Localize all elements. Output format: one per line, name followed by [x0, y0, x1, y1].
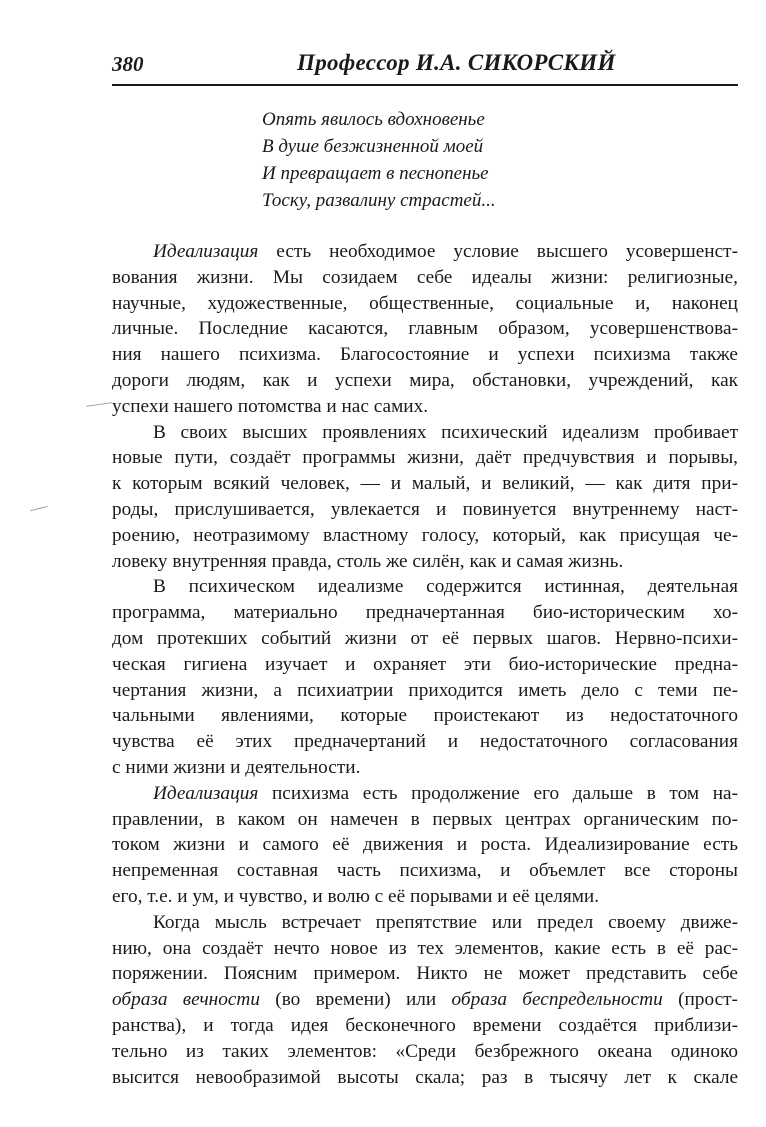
poem-epigraph	[262, 106, 738, 214]
text-segment: правлении, в каком он намечен в первых центрах органическим по-	[112, 808, 738, 830]
text-line	[112, 987, 738, 1013]
text-line	[112, 574, 738, 600]
text-line	[112, 1065, 738, 1091]
text-segment: (прост-	[662, 989, 738, 1011]
text-segment: чертания жизни, а психиатрии приходится иметь дело с теми пе-	[112, 679, 738, 701]
scan-mark	[30, 506, 48, 511]
text-line	[112, 961, 738, 987]
body-text	[112, 239, 738, 1090]
text-line	[112, 781, 738, 807]
running-head: Профессор И.А. СИКОРСКИЙ	[297, 50, 616, 75]
emphasized-text: Идеализация	[153, 782, 259, 804]
scan-mark	[86, 402, 112, 407]
text-segment: его, т.е. и ум, и чувство, и волю с её порывами и её целями.	[112, 885, 600, 907]
text-line	[112, 678, 738, 704]
text-segment: дом протекших событий жизни от её первых шагов. Нервно-психи-	[112, 627, 738, 649]
text-segment: новые пути, создаёт программы жизни, даёт предчувствия и порывы,	[112, 447, 738, 469]
text-line	[112, 523, 738, 549]
text-line	[112, 807, 738, 833]
text-line	[112, 652, 738, 678]
text-line	[112, 600, 738, 626]
text-line	[112, 394, 738, 420]
text-segment: ния нашего психизма. Благосостояние и успехи психизма также	[112, 344, 738, 366]
text-line	[112, 910, 738, 936]
text-segment: непременная составная часть психизма, и объемлет все стороны	[112, 860, 738, 882]
text-segment: чальными явлениями, которые проистекают из недостаточного	[112, 705, 738, 727]
emphasized-text: образа вечности	[112, 989, 260, 1011]
poem-line: В душе безжизненной моей	[262, 136, 484, 157]
text-line	[112, 936, 738, 962]
text-segment: тельно из таких элементов: «Среди безбрежного океана одиноко	[112, 1040, 738, 1062]
text-line	[112, 626, 738, 652]
text-line	[112, 368, 738, 394]
text-segment: дороги людям, как и успехи мира, обстановки, учреждений, как	[112, 369, 738, 391]
text-line	[112, 549, 738, 575]
text-line	[112, 858, 738, 884]
text-segment: поряжении. Поясним примером. Никто не может представить себе	[112, 963, 738, 985]
text-line	[112, 703, 738, 729]
page-header	[112, 44, 738, 86]
text-segment: программа, материально предначертанная био-историческим хо-	[112, 602, 738, 624]
text-segment: (во времени) или	[260, 989, 452, 1011]
text-line	[112, 239, 738, 265]
text-segment: психизма есть продолжение его дальше в том на-	[258, 782, 738, 804]
poem-line: Опять явилось вдохновенье	[262, 109, 485, 130]
text-line	[112, 497, 738, 523]
text-line	[112, 755, 738, 781]
text-segment: вования жизни. Мы созидаем себе идеалы жизни: религиозные,	[112, 266, 738, 288]
book-page	[112, 44, 738, 1090]
page-number: 380	[112, 52, 144, 76]
text-segment: есть необходимое условие высшего усовершенст-	[258, 241, 738, 262]
text-segment: током жизни и самого её движения и роста. Идеализирование есть	[112, 834, 738, 856]
text-line	[112, 445, 738, 471]
text-line	[112, 265, 738, 291]
emphasized-text: образа беспредельности	[451, 989, 663, 1011]
text-line	[112, 729, 738, 755]
text-segment: В своих высших проявлениях психический идеализм пробивает	[153, 421, 738, 443]
text-line	[112, 291, 738, 317]
text-segment: В психическом идеализме содержится истинная, деятельная	[153, 576, 738, 598]
text-line	[112, 1013, 738, 1039]
text-segment: ранства), и тогда идея бесконечного времени создаётся приблизи-	[112, 1014, 738, 1036]
text-segment: научные, художественные, общественные, социальные и, наконец	[112, 292, 738, 314]
text-segment: роению, неотразимому властному голосу, который, как присущая че-	[112, 524, 738, 546]
text-segment: с ними жизни и деятельности.	[112, 756, 361, 778]
text-segment: Когда мысль встречает препятствие или предел своему движе-	[153, 911, 738, 933]
text-line	[112, 832, 738, 858]
text-line	[112, 884, 738, 910]
text-line	[112, 420, 738, 446]
text-line	[112, 342, 738, 368]
text-line	[112, 1039, 738, 1065]
text-segment: чувства её этих предначертаний и недостаточного согласования	[112, 731, 738, 753]
text-line	[112, 316, 738, 342]
poem-line: И превращает в песнопенье	[262, 163, 489, 184]
text-line	[112, 471, 738, 497]
emphasized-text: Идеализация	[153, 241, 259, 262]
text-segment: ловеку внутренняя правда, столь же силён, как и самая жизнь.	[112, 550, 624, 572]
poem-line: Тоску, развалину страстей...	[262, 190, 496, 211]
text-segment: роды, прислушивается, увлекается и повинуется внутреннему наст-	[112, 498, 738, 520]
text-segment: нию, она создаёт нечто новое из тех элементов, какие есть в её рас-	[112, 937, 738, 959]
text-segment: ческая гигиена изучает и охраняет эти био-исторические предна-	[112, 653, 738, 675]
text-segment: личные. Последние касаются, главным образом, усовершенствова-	[112, 318, 738, 340]
text-segment: высится невообразимой высоты скала; раз в тысячу лет к скале	[112, 1066, 738, 1088]
text-segment: успехи нашего потомства и нас самих.	[112, 395, 429, 417]
text-segment: к которым всякий человек, — и малый, и великий, — как дитя при-	[112, 473, 738, 495]
